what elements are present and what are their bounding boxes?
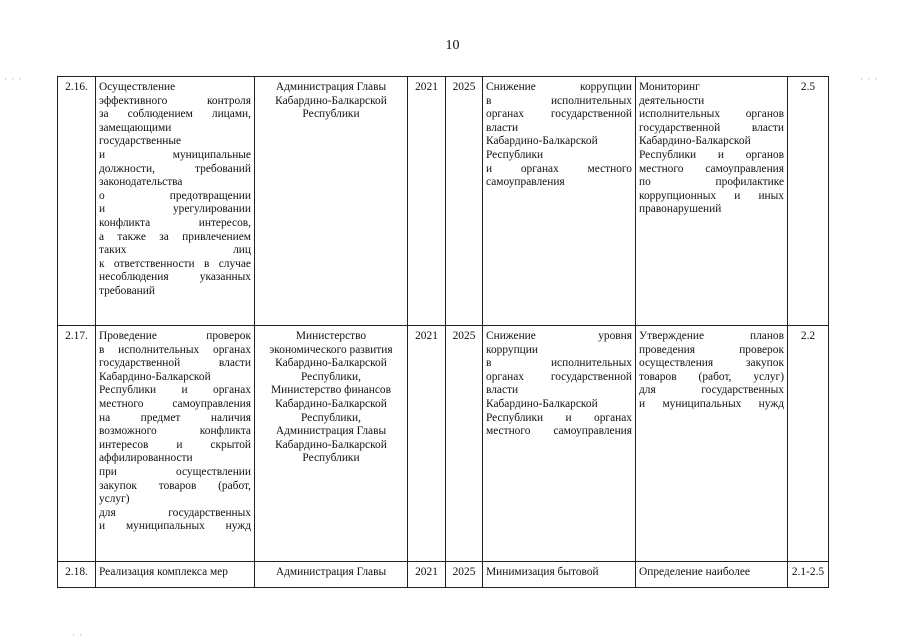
row-number-cell	[58, 562, 96, 588]
measure-line: Республики и органах	[99, 384, 251, 397]
end-year-cell	[446, 326, 483, 562]
measure-line: таких лиц	[99, 244, 251, 257]
control-line: правонарушений	[639, 203, 722, 216]
page-number: 10	[445, 38, 460, 53]
control-line: Мониторинг	[639, 81, 700, 93]
measure-line: интересов и скрытой	[99, 438, 251, 451]
executor-line: Республики	[302, 108, 360, 121]
measure-line: при осуществлении	[99, 465, 251, 478]
table-row	[58, 326, 829, 562]
measure-line: и урегулировании	[99, 203, 251, 216]
measure-cell	[96, 562, 255, 588]
measure-line: на предмет наличия	[99, 411, 251, 424]
measure-line: Осуществление	[99, 81, 176, 93]
table-body	[58, 77, 829, 588]
measure-cell	[96, 77, 255, 326]
margin-scan-mark-left: · · ·	[4, 74, 23, 84]
measure-line: государственной власти	[99, 357, 251, 370]
row-number-text: 2.17.	[65, 330, 88, 342]
measure-line: несоблюдения указанных	[99, 271, 251, 284]
start-year-text: 2021	[415, 330, 438, 342]
result-line: в исполнительных	[486, 94, 632, 107]
control-line: Утверждение планов	[639, 330, 784, 342]
result-line: власти	[486, 384, 519, 397]
measure-line: о предотвращении	[99, 189, 251, 202]
result-cell	[483, 77, 636, 326]
indicator-cell	[788, 77, 829, 326]
measure-line: к ответственности в случае	[99, 257, 251, 270]
control-line: исполнительных органов	[639, 108, 784, 121]
executor-line: Администрация Главы	[275, 566, 387, 578]
result-line: Кабардино-Балкарской	[486, 135, 598, 148]
result-line: местного самоуправления	[486, 425, 632, 438]
row-number-cell	[58, 77, 96, 326]
control-line: Республики и органов	[639, 148, 784, 161]
executor-line: Кабардино-Балкарской	[275, 357, 387, 370]
measure-line: местного самоуправления	[99, 397, 251, 410]
indicator-text: 2.5	[800, 81, 816, 93]
start-year-text: 2021	[415, 81, 438, 93]
measure-line: возможного конфликта	[99, 425, 251, 438]
measure-cell	[96, 326, 255, 562]
result-line: самоуправления	[486, 176, 565, 189]
result-cell	[483, 562, 636, 588]
result-line: Республики	[486, 148, 544, 161]
result-line: Снижение уровня	[486, 330, 632, 342]
margin-scan-mark-bottom: · ·	[72, 630, 84, 640]
measure-line: конфликта интересов,	[99, 216, 251, 229]
executor-line: Кабардино-Балкарской	[275, 397, 387, 410]
indicator-cell	[788, 562, 829, 588]
control-line: Кабардино-Балкарской	[639, 135, 751, 148]
control-line: проведения проверок	[639, 343, 784, 356]
measure-line: требований	[99, 284, 155, 297]
start-year-cell	[408, 77, 446, 326]
measure-line: и муниципальных нужд	[99, 520, 251, 533]
indicator-cell	[788, 326, 829, 562]
measure-line: услуг)	[99, 493, 130, 506]
measure-line: аффилированности	[99, 452, 193, 465]
control-line: осуществления закупок	[639, 357, 784, 370]
row-number-text: 2.18.	[65, 566, 88, 578]
result-line: Снижение коррупции	[486, 81, 632, 93]
control-line: Определение наиболее	[639, 566, 750, 578]
executor-line: Республики	[302, 452, 360, 465]
start-year-cell	[408, 562, 446, 588]
executor-line: Министерство	[295, 330, 367, 342]
measure-line: и муниципальные	[99, 148, 251, 161]
control-line: коррупционных и иных	[639, 189, 784, 202]
control-cell	[636, 326, 788, 562]
measure-line: должности, требований	[99, 162, 251, 175]
measure-line: Проведение проверок	[99, 330, 251, 342]
result-line: в исполнительных	[486, 357, 632, 370]
executor-line: Республики,	[301, 411, 361, 424]
executor-line: Республики,	[301, 370, 361, 383]
table-row	[58, 77, 829, 326]
row-number-cell	[58, 326, 96, 562]
executor-cell	[255, 77, 408, 326]
measures-table	[57, 76, 829, 588]
result-line: органах государственной	[486, 108, 632, 121]
control-line: и муниципальных нужд	[639, 397, 784, 410]
control-line: для государственных	[639, 384, 784, 397]
indicator-text: 2.1-2.5	[791, 566, 825, 578]
executor-line: Министерство финансов	[271, 384, 391, 397]
result-line: Минимизация бытовой	[486, 566, 599, 578]
executor-line: Администрация Главы	[275, 81, 387, 93]
result-line: органах государственной	[486, 370, 632, 383]
start-year-text: 2021	[415, 566, 438, 578]
end-year-cell	[446, 77, 483, 326]
result-line: Кабардино-Балкарской	[486, 397, 598, 410]
executor-line: экономического развития	[269, 343, 393, 356]
result-line: Республики и органах	[486, 411, 632, 424]
control-line: товаров (работ, услуг)	[639, 370, 784, 383]
end-year-text: 2025	[452, 566, 476, 578]
measure-line: в исполнительных органах	[99, 343, 251, 356]
measure-line: законодательства	[99, 176, 183, 189]
executor-cell	[255, 562, 408, 588]
control-line: по профилактике	[639, 176, 784, 189]
indicator-text: 2.2	[800, 330, 816, 342]
measure-line: государственные	[99, 135, 182, 148]
measure-line: замещающими	[99, 121, 172, 134]
end-year-cell	[446, 562, 483, 588]
measure-line: Кабардино-Балкарской	[99, 370, 211, 383]
table-row	[58, 562, 829, 588]
result-line: власти	[486, 121, 519, 134]
measure-line: Реализация комплекса мер	[99, 566, 228, 578]
measure-line: за соблюдением лицами,	[99, 108, 251, 121]
start-year-cell	[408, 326, 446, 562]
result-line: коррупции	[486, 343, 538, 356]
control-line: государственной власти	[639, 121, 784, 134]
row-number-text: 2.16.	[65, 81, 88, 93]
measure-line: а также за привлечением	[99, 230, 251, 243]
control-cell	[636, 562, 788, 588]
measure-line: для государственных	[99, 506, 251, 519]
executor-line: Кабардино-Балкарской	[275, 94, 387, 107]
executor-line: Кабардино-Балкарской	[275, 438, 387, 451]
result-line: и органах местного	[486, 162, 632, 175]
end-year-text: 2025	[452, 81, 476, 93]
control-line: деятельности	[639, 94, 705, 107]
measure-line: эффективного контроля	[99, 94, 251, 107]
measure-line: закупок товаров (работ,	[99, 479, 251, 492]
executor-line: Администрация Главы	[275, 425, 387, 438]
executor-cell	[255, 326, 408, 562]
margin-scan-mark-right: · · ·	[860, 74, 879, 84]
result-cell	[483, 326, 636, 562]
end-year-text: 2025	[452, 330, 476, 342]
control-line: местного самоуправления	[639, 162, 784, 175]
control-cell	[636, 77, 788, 326]
